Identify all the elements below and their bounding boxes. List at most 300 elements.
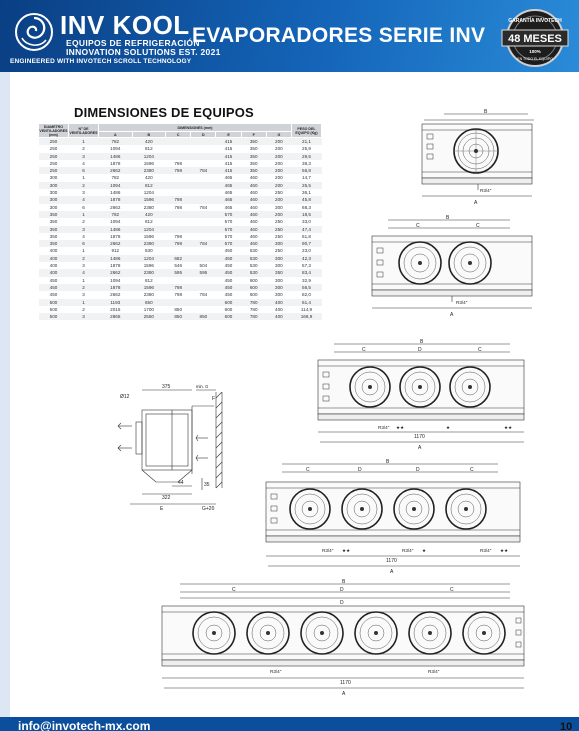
unit-1-dim-a: A	[474, 200, 478, 206]
table-cell: 546	[166, 262, 191, 269]
unit-6-dim-d1: D	[340, 587, 344, 593]
table-cell: 25,9	[292, 145, 322, 152]
series-title: EVAPORADORES SERIE INV	[192, 24, 486, 47]
table-cell: 600	[241, 291, 266, 298]
table-cell: 460	[241, 218, 266, 225]
table-row	[39, 211, 322, 218]
table-cell: 798	[166, 291, 191, 298]
table-row	[39, 306, 322, 313]
table-cell: 460	[241, 240, 266, 247]
side-dim-phi: Ø12	[120, 394, 130, 400]
table-cell: 780	[241, 299, 266, 306]
table-cell: 460	[241, 226, 266, 233]
col-header-e: E	[216, 132, 241, 138]
table-cell: 4	[69, 233, 99, 240]
table-cell	[166, 299, 191, 306]
unit-6-dim-c1: C	[232, 587, 236, 593]
table-row	[39, 189, 322, 196]
table-cell: 1	[69, 247, 99, 254]
table-cell: 850	[166, 313, 191, 320]
table-cell: 450	[39, 284, 69, 291]
table-cell	[191, 182, 216, 189]
unit-3-dim-c2: C	[478, 347, 482, 353]
table-cell	[191, 277, 216, 284]
table-cell: 2662	[99, 291, 133, 298]
table-cell: 1204	[132, 226, 166, 233]
table-cell: 1193	[99, 299, 133, 306]
table-cell: 350	[266, 269, 291, 276]
table-cell: 200	[266, 174, 291, 181]
table-row	[39, 284, 322, 291]
table-cell: 1	[69, 277, 99, 284]
side-dim-35: 35	[204, 482, 210, 488]
table-cell: 450	[216, 247, 241, 254]
table-cell: 3	[69, 262, 99, 269]
table-cell: 798	[166, 160, 191, 167]
table-cell: 782	[99, 138, 133, 146]
table-cell: 2	[69, 306, 99, 313]
table-cell: 21,1	[292, 138, 322, 146]
table-cell: 1	[69, 211, 99, 218]
table-cell: 782	[99, 211, 133, 218]
table-cell: 1	[69, 174, 99, 181]
table-cell: 38,3	[292, 160, 322, 167]
unit-3-dim-b: B	[420, 339, 424, 345]
side-dim-f: F	[212, 396, 216, 402]
table-cell	[191, 196, 216, 203]
table-cell: 595	[191, 269, 216, 276]
table-cell: 415	[216, 153, 241, 160]
table-cell: 850	[191, 313, 216, 320]
brand-tagline-3: ENGINEERED WITH INVOTECH SCROLL TECHNOLOGY	[10, 58, 192, 65]
table-cell: 250	[266, 226, 291, 233]
table-cell: 1878	[99, 196, 133, 203]
table-cell: 2662	[99, 167, 133, 174]
table-cell: 32,9	[292, 277, 322, 284]
table-cell: 300	[39, 204, 69, 211]
table-cell: 200	[266, 160, 291, 167]
table-cell: 1700	[132, 306, 166, 313]
table-cell: 780	[241, 313, 266, 320]
table-cell	[166, 174, 191, 181]
table-cell: 784	[191, 204, 216, 211]
table-cell: 3	[69, 291, 99, 298]
table-cell: 420	[132, 211, 166, 218]
table-cell: 912	[99, 247, 133, 254]
table-row	[39, 291, 322, 298]
unit-3-connection: R3/4"	[378, 425, 390, 430]
dimensions-table-body	[39, 138, 322, 321]
table-cell: 45,8	[292, 196, 322, 203]
table-cell: 450	[39, 277, 69, 284]
unit-1-dim-b: B	[484, 109, 488, 115]
table-cell: 250	[266, 247, 291, 254]
table-cell: 2015	[99, 306, 133, 313]
logo-swirl-icon	[14, 12, 54, 52]
table-cell	[166, 189, 191, 196]
table-cell: 4	[69, 269, 99, 276]
table-cell: 1204	[132, 153, 166, 160]
badge-sub-text: 100%	[529, 49, 541, 54]
table-cell	[166, 145, 191, 152]
table-row	[39, 204, 322, 211]
unit-6-dim-c2: C	[450, 587, 454, 593]
table-cell: 400	[39, 262, 69, 269]
table-cell: 1596	[132, 262, 166, 269]
page-number: 10	[560, 721, 573, 731]
table-cell: 200	[266, 167, 291, 174]
brand-tagline-1: EQUIPOS DE REFRIGERACIÓN	[66, 38, 200, 48]
table-cell	[191, 226, 216, 233]
table-cell: 33,0	[292, 218, 322, 225]
table-cell: 2662	[99, 240, 133, 247]
unit-3-dim-d: D	[418, 347, 422, 353]
table-cell: 300	[266, 277, 291, 284]
contact-email[interactable]: info@invotech-mx.com	[18, 719, 151, 731]
col-header-d: D	[191, 132, 216, 138]
table-cell: 1204	[132, 255, 166, 262]
table-row	[39, 233, 322, 240]
table-cell: 600	[241, 277, 266, 284]
table-cell: 250	[39, 160, 69, 167]
warranty-badge	[500, 8, 570, 68]
table-cell	[191, 189, 216, 196]
table-cell: 600	[241, 284, 266, 291]
table-cell	[191, 284, 216, 291]
col-header-c: C	[166, 132, 191, 138]
table-cell: 250	[266, 189, 291, 196]
table-cell	[166, 226, 191, 233]
unit-6-connection-2: R3/4"	[428, 669, 440, 674]
table-cell: 42,3	[292, 255, 322, 262]
unit-4-dim-b: B	[386, 459, 390, 465]
table-cell: 595	[166, 269, 191, 276]
unit-6-fan-drawing	[158, 578, 536, 696]
table-cell: 450	[216, 291, 241, 298]
table-cell: 300	[266, 284, 291, 291]
table-cell: 465	[216, 189, 241, 196]
table-cell: 450	[216, 262, 241, 269]
table-cell: 2	[69, 218, 99, 225]
table-cell: 400	[39, 255, 69, 262]
table-row	[39, 269, 322, 276]
table-cell: 460	[241, 211, 266, 218]
unit-4-dim-c2: C	[470, 467, 474, 473]
table-cell: 300	[266, 240, 291, 247]
unit-4-dim-d1: D	[358, 467, 362, 473]
table-cell: 1878	[99, 262, 133, 269]
table-cell: 350	[241, 145, 266, 152]
unit-6-dim-a: A	[342, 691, 346, 696]
table-cell	[191, 174, 216, 181]
side-dim-44: 44	[178, 480, 184, 486]
table-cell: 415	[216, 167, 241, 174]
table-cell: 350	[241, 167, 266, 174]
table-cell: 812	[132, 182, 166, 189]
table-cell: 300	[39, 174, 69, 181]
table-row	[39, 299, 322, 306]
unit-4-stars-1: ★★	[342, 548, 351, 553]
unit-4-dim-d2: D	[416, 467, 420, 473]
col-header-g: G	[266, 132, 291, 138]
table-cell: 784	[191, 167, 216, 174]
table-cell: 47,4	[292, 226, 322, 233]
unit-4-connection-3: R3/4"	[480, 548, 492, 553]
table-cell: 812	[132, 277, 166, 284]
table-cell: 250	[266, 233, 291, 240]
table-cell: 1	[69, 299, 99, 306]
table-cell: 798	[166, 240, 191, 247]
table-cell: 2380	[132, 204, 166, 211]
table-cell: 350	[241, 138, 266, 146]
table-cell: 2	[69, 145, 99, 152]
table-cell: 400	[266, 306, 291, 313]
table-cell: 350	[241, 160, 266, 167]
table-cell: 465	[216, 174, 241, 181]
table-cell: 1094	[99, 145, 133, 152]
table-row	[39, 218, 322, 225]
table-cell: 200	[266, 182, 291, 189]
table-cell: 570	[216, 240, 241, 247]
unit-2-dim-c2: C	[476, 223, 480, 229]
table-cell: 29,5	[292, 153, 322, 160]
table-cell: 2865	[99, 313, 133, 320]
table-cell: 61,4	[292, 299, 322, 306]
table-row	[39, 240, 322, 247]
table-cell: 798	[166, 284, 191, 291]
unit-1-fan-drawing	[418, 108, 544, 206]
table-cell: 465	[216, 196, 241, 203]
table-cell: 798	[166, 233, 191, 240]
table-cell: 6	[69, 204, 99, 211]
table-cell: 784	[191, 240, 216, 247]
table-cell: 3	[69, 226, 99, 233]
side-dim-322: 322	[162, 495, 171, 501]
table-cell: 530	[241, 255, 266, 262]
table-cell: 812	[132, 145, 166, 152]
unit-6-connection-1: R3/4"	[270, 669, 282, 674]
table-cell: 460	[241, 182, 266, 189]
badge-top-text: GARANTÍA INVOTECH	[508, 18, 562, 24]
table-cell: 500	[39, 313, 69, 320]
table-cell	[191, 299, 216, 306]
table-cell: 4	[69, 160, 99, 167]
table-cell: 530	[241, 247, 266, 254]
side-dim-e: E	[160, 506, 164, 512]
table-cell	[166, 277, 191, 284]
table-cell	[166, 218, 191, 225]
unit-2-connection: R3/4"	[456, 300, 468, 305]
table-cell: 400	[266, 299, 291, 306]
brand-tagline-2: INNOVATION SOLUTIONS EST. 2021	[66, 47, 221, 57]
table-cell: 780	[241, 306, 266, 313]
table-cell: 61,8	[292, 233, 322, 240]
table-cell: 460	[241, 189, 266, 196]
table-cell: 782	[99, 174, 133, 181]
table-row	[39, 138, 322, 146]
table-cell: 500	[39, 306, 69, 313]
table-cell: 36,1	[292, 189, 322, 196]
side-dim-375: 375	[162, 384, 171, 390]
table-cell	[191, 211, 216, 218]
table-cell: 200	[266, 153, 291, 160]
table-cell: 630	[132, 247, 166, 254]
table-cell: 415	[216, 160, 241, 167]
table-cell: 350	[39, 226, 69, 233]
unit-3-dim-c1: C	[362, 347, 366, 353]
table-cell: 600	[216, 313, 241, 320]
table-cell: 3	[69, 313, 99, 320]
table-cell: 4	[69, 196, 99, 203]
table-cell: 682	[166, 255, 191, 262]
table-cell: 420	[132, 138, 166, 146]
table-cell: 250	[39, 138, 69, 146]
table-cell: 57,3	[292, 262, 322, 269]
col-header-diametro: DIAMETRO VENTILADORES (mm)	[39, 124, 68, 137]
table-cell: 450	[216, 277, 241, 284]
table-cell	[191, 153, 216, 160]
table-cell: 350	[39, 218, 69, 225]
table-cell: 460	[241, 233, 266, 240]
table-cell: 300	[39, 182, 69, 189]
table-cell: 798	[166, 196, 191, 203]
table-cell: 570	[216, 218, 241, 225]
unit-4-dim-1170: 1170	[386, 558, 397, 564]
table-cell: 200	[266, 196, 291, 203]
table-cell: 250	[39, 167, 69, 174]
unit-3-fan-drawing	[314, 338, 536, 450]
table-cell: 250	[266, 218, 291, 225]
table-cell: 56,5	[292, 284, 322, 291]
table-row	[39, 160, 322, 167]
col-header-num-ventiladores: N° DE VENTILADORES	[69, 124, 99, 138]
table-cell: 1878	[99, 160, 133, 167]
table-cell: 6	[69, 240, 99, 247]
table-cell: 450	[216, 255, 241, 262]
table-cell: 500	[39, 299, 69, 306]
table-cell: 400	[39, 269, 69, 276]
table-cell	[166, 211, 191, 218]
badge-main-text: 48 MESES	[508, 33, 562, 45]
table-cell: 415	[216, 138, 241, 146]
table-cell	[166, 153, 191, 160]
table-cell: 460	[241, 204, 266, 211]
side-dim-min-g: min. G	[196, 384, 209, 389]
table-cell: 2662	[99, 204, 133, 211]
col-header-a: A	[99, 132, 133, 138]
table-cell: 350	[39, 211, 69, 218]
table-cell: 300	[266, 291, 291, 298]
brand-name: INV KOOL	[60, 10, 190, 40]
col-header-f: F	[241, 132, 266, 138]
table-cell: 168,9	[292, 313, 322, 320]
table-cell: 23,0	[292, 247, 322, 254]
table-cell: 2	[69, 182, 99, 189]
table-cell	[191, 306, 216, 313]
table-cell: 114,9	[292, 306, 322, 313]
table-cell: 465	[216, 204, 241, 211]
table-cell: 300	[266, 255, 291, 262]
table-row	[39, 313, 322, 320]
table-cell: 450	[39, 291, 69, 298]
table-cell: 530	[241, 269, 266, 276]
table-cell: 420	[132, 174, 166, 181]
table-cell: 460	[241, 196, 266, 203]
table-row	[39, 145, 322, 152]
unit-3-stars-1: ★★	[396, 425, 405, 430]
table-cell: 530	[241, 262, 266, 269]
table-cell: 450	[216, 269, 241, 276]
table-cell: 2	[69, 284, 99, 291]
table-cell: 570	[216, 226, 241, 233]
table-cell: 415	[216, 145, 241, 152]
col-header-dimensiones: DIMENSIONES (mm)	[99, 124, 292, 132]
unit-4-dim-a: A	[390, 569, 394, 574]
table-cell: 25,5	[292, 182, 322, 189]
table-cell: 504	[191, 262, 216, 269]
table-cell: 1486	[99, 189, 133, 196]
unit-3-dim-a: A	[418, 445, 422, 450]
unit-1-connection: R3/4"	[480, 188, 492, 193]
table-row	[39, 167, 322, 174]
side-section-drawing	[112, 378, 252, 513]
table-cell: 300	[39, 196, 69, 203]
unit-6-dim-d2: D	[340, 600, 344, 606]
table-cell: 570	[216, 233, 241, 240]
col-header-b: B	[132, 132, 166, 138]
table-cell: 650	[132, 299, 166, 306]
unit-2-dim-a: A	[450, 312, 454, 318]
table-cell: 2380	[132, 240, 166, 247]
unit-2-fan-drawing	[368, 214, 542, 318]
table-row	[39, 262, 322, 269]
table-row	[39, 182, 322, 189]
side-dim-g20: G+20	[202, 506, 215, 512]
table-cell: 68,3	[292, 204, 322, 211]
table-cell: 83,4	[292, 269, 322, 276]
table-cell: 3	[69, 189, 99, 196]
table-cell	[191, 218, 216, 225]
table-cell: 2380	[132, 291, 166, 298]
col-header-peso: PESO DEL EQUIPO (Kg)	[292, 124, 322, 138]
table-cell: 1596	[132, 284, 166, 291]
table-cell	[191, 145, 216, 152]
table-cell: 798	[166, 204, 191, 211]
table-cell: 1596	[132, 196, 166, 203]
unit-4-connection-2: R3/4"	[402, 548, 414, 553]
unit-3-stars-3: ★★	[504, 425, 513, 430]
table-cell: 2	[69, 255, 99, 262]
table-cell: 14,7	[292, 174, 322, 181]
table-cell	[191, 247, 216, 254]
table-cell: 1596	[132, 233, 166, 240]
table-row	[39, 277, 322, 284]
dimensions-table	[38, 123, 322, 320]
table-cell: 850	[166, 306, 191, 313]
table-cell: 1878	[99, 284, 133, 291]
table-row	[39, 255, 322, 262]
page-header	[0, 0, 579, 72]
table-cell	[191, 233, 216, 240]
table-cell: 18,5	[292, 211, 322, 218]
table-cell: 798	[166, 167, 191, 174]
table-cell: 1486	[99, 255, 133, 262]
table-cell: 465	[216, 182, 241, 189]
unit-1-fan	[454, 129, 498, 173]
table-cell: 350	[241, 153, 266, 160]
unit-3-dim-1170: 1170	[414, 434, 425, 440]
table-cell: 350	[39, 233, 69, 240]
